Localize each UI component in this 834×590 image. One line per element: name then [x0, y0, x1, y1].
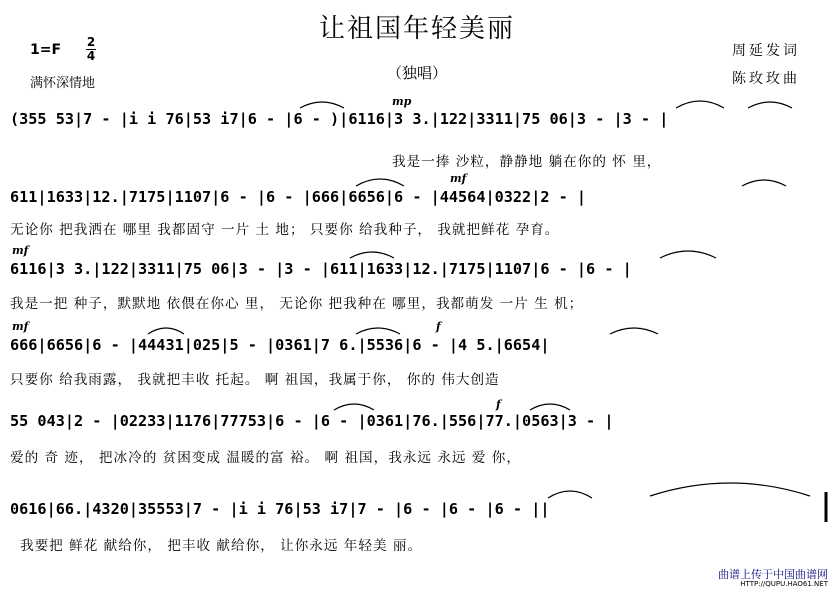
lyrics-line-2: 无论你 把我洒在 哪里 我都固守 一片 土 地； 只要你 给我种子， 我就把鲜花 孕育。 [10, 222, 560, 238]
dynamic-mark: mf [12, 320, 29, 333]
notation-line-6: 0616|66.|4320|35553|7 - |i i 76|53 i7|7 - |6 - |6 - |6 - || [10, 500, 550, 518]
source-credit: 曲谱上传于中国曲谱网 [718, 568, 828, 581]
lyrics-line-5: 爱的 奇 迹， 把冰冷的 贫困变成 温暖的富 裕。 啊 祖国，我永远 永远 爱 你， [10, 450, 521, 466]
notation-line-5: 55 043|2 - |02233|1176|77753|6 - |6 - |0361|76.|556|77.|0563|3 - | [10, 412, 614, 430]
slur [148, 328, 184, 334]
dynamic-mark: f [496, 398, 501, 411]
dynamic-mark: mf [12, 244, 29, 257]
long-tie [650, 483, 810, 496]
slur [334, 404, 374, 410]
tempo-marking: 满怀深情地 [30, 76, 96, 91]
notation-line-4: 666|6656|6 - |44431|025|5 - |0361|7 6.|5536|6 - |4 5.|6654| [10, 336, 550, 354]
page-title: 让祖国年轻美丽 [318, 14, 515, 44]
slur [748, 102, 792, 108]
dynamic-mark: mp [392, 95, 412, 108]
key-signature: 1=F [30, 42, 62, 58]
meter-bottom: 4 [86, 49, 96, 63]
composer-credit: 陈玫玫曲 [732, 71, 800, 87]
slur [548, 491, 592, 498]
slur [530, 404, 570, 410]
lyricist-credit: 周延发词 [732, 43, 800, 59]
lyrics-line-1: 我是一捧 沙粒，静静地 躺在你的 怀 里， [392, 154, 662, 170]
slur [350, 252, 394, 258]
slur [356, 328, 400, 334]
slur [742, 180, 786, 186]
source-url: HTTP://QUPU.HAO61.NET [740, 580, 828, 588]
lyrics-line-3: 我是一把 种子，默默地 依偎在你心 里， 无论你 把我种在 哪里，我都萌发 一片 生 机； [10, 296, 584, 312]
lyrics-line-6: 我要把 鲜花 献给你， 把丰收 献给你， 让你永远 年轻美 丽。 [20, 538, 423, 554]
notation-line-2: 611|1633|12.|7175|1107|6 - |6 - |666|6656|6 - |44564|0322|2 - | [10, 188, 587, 206]
slur [660, 251, 716, 258]
slur [300, 102, 344, 108]
slur [676, 101, 724, 108]
dynamic-mark: mf [450, 172, 467, 185]
dynamic-mark: f [436, 320, 441, 333]
slur [356, 179, 404, 186]
performance-type: （独唱） [386, 64, 447, 82]
meter-top: 2 [86, 35, 96, 49]
notation-line-3: 6116|3 3.|122|3311|75 06|3 - |3 - |611|1633|12.|7175|1107|6 - |6 - | [10, 260, 632, 278]
notation-line-1: (355 53|7 - |i i 76|53 i7|6 - |6 - )|6116|3 3.|122|3311|75 06|3 - |3 - | [10, 110, 669, 128]
lyrics-line-4: 只要你 给我雨露， 我就把丰收 托起。 啊 祖国，我属于你， 你的 伟大创造 [10, 372, 500, 388]
slur [610, 328, 658, 334]
